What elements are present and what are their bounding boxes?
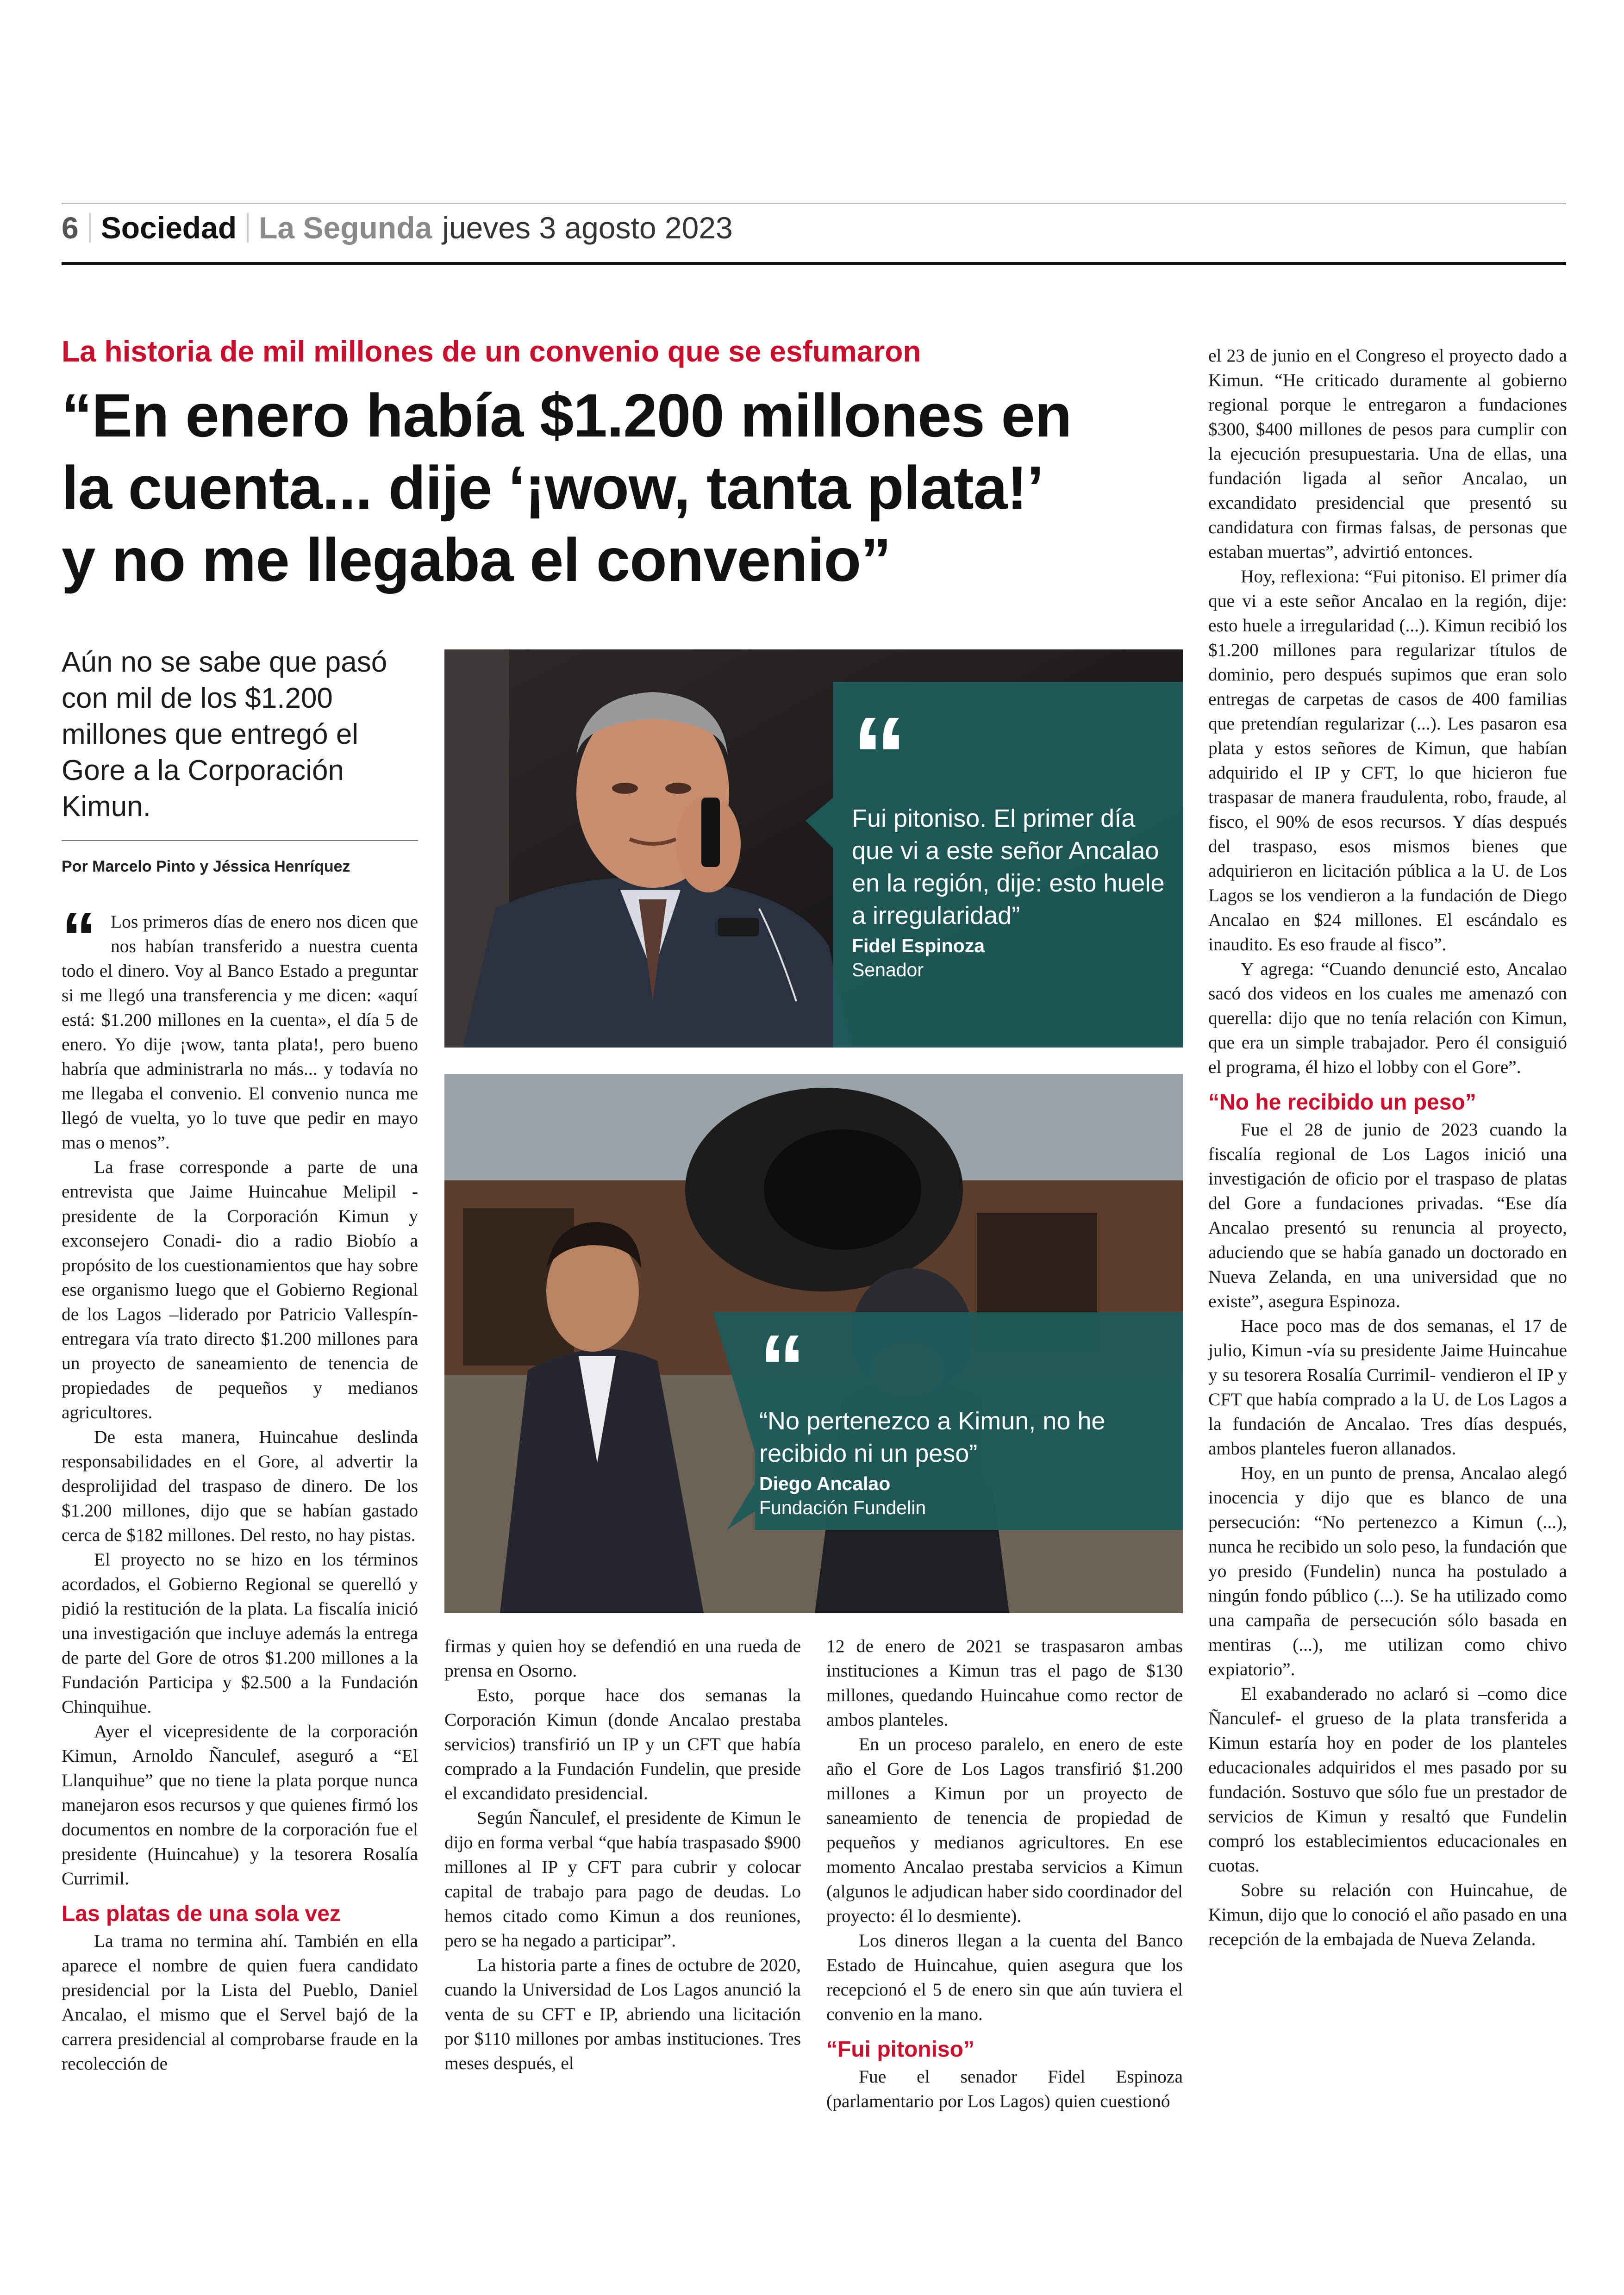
folio-divider [89,213,91,243]
quote-box-1 [806,682,1183,1048]
quote-mark: “ [852,694,907,818]
photo-fidel-espinoza [444,649,1183,1048]
body-paragraph: Los dineros llegan a la cuenta del Banco Estado de Huincahue, quien asegura que los recepcionó el 5 de enero sin que aún tuviera el convenio en la mano. [826,1930,1183,2024]
headline-line: “En enero había $1.200 millones en [62,381,1072,449]
top-rule [62,203,1566,204]
body-paragraph: La trama no termina ahí. También en ella aparece el nombre de quien fuera candidato presidencial por la Lista del Pueblo, Daniel Ancalao, el mismo que el Servel bajó de la carrera presidencial al comprobarse fraude en la recolección de [62,1931,418,2074]
body-paragraph: Y agrega: “Cuando denuncié esto, Ancalao sacó dos videos en los cuales me amenazó con querella: dijo que no tenía relación con Kimun, que era un simple trabajador. Pero él consiguió el programa, él hizo el lobby con el Gore”. [1208,959,1567,1077]
body-paragraph: El exabanderado no aclaró si –como dice Ñanculef- el grueso de la plata transferida a Kimun estaría hoy en poder de los planteles educacionales adquiridos el mes pasado por su fundación. Sostuvo que sólo fue un prestador de servicios de Kimun y resaltó que Fundelin compró los establecimientos educacionales en cuotas. [1208,1684,1567,1876]
quote-box-2 [713,1312,1183,1530]
edition-date: jueves 3 agosto 2023 [442,211,733,245]
pull-quote: “No pertenezco a Kimun, no he recibido ni un peso” [759,1407,1106,1467]
body-paragraph: firmas y quien hoy se defendió en una rueda de prensa en Osorno. [444,1636,801,1681]
body-paragraph: Esto, porque hace dos semanas la Corporación Kimun (donde Ancalao prestaba servicios) transfirió un IP y un CFT que había comprado a la Fundación Fundelin, que preside el excandidato presidencial. [444,1685,801,1803]
quote-attribution-name: Diego Ancalao [759,1473,891,1494]
article-kicker: La historia de mil millones de un convenio que se esfumaron [62,335,921,368]
quote-attribution-name: Fidel Espinoza [852,935,985,956]
headline-line: la cuenta... dije ‘¡wow, tanta plata!’ [62,454,1043,522]
subhead: “No he recibido un peso” [1208,1090,1476,1115]
subhead: Las platas de una sola vez [62,1902,341,1926]
body-paragraph: el 23 de junio en el Congreso el proyecto dado a Kimun. “He criticado duramente al gobierno regional porque le entregaron a fundaciones $300, $400 millones de pesos para cumplir con la ejecución presupuestaria. Una de ellas, una fundación ligada al señor Ancalao, un excandidato presidencial que presentó su candidatura con firmas falsas, de personas que estaban muertas”, advirtió entonces. [1208,345,1567,562]
body-column-1 [62,898,418,2076]
folio-divider [247,213,249,243]
quote-mark: “ [759,1316,806,1419]
body-paragraph: La historia parte a fines de octubre de 2020, cuando la Universidad de Los Lagos anunció la venta de su CFT e IP, abriendo una licitación por $110 millones por ambas instituciones. Tres meses después, el [444,1955,801,2073]
body-paragraph: Hace poco mas de dos semanas, el 17 de julio, Kimun -vía su presidente Jaime Huincahue y su tesorera Rosalía Currimil- vendieron el IP y CFT que había comprado a la U. de Los Lagos a la fundación de Ancalao. Tres días después, ambos planteles fueron allanados. [1208,1316,1567,1459]
article-deck: Aún no se sabe que pasó con mil de los $1.200 millones que entregó el Gore a la Corporación Kimun. [62,646,387,823]
body-paragraph: De esta manera, Huincahue deslinda responsabilidades en el Gore, al advertir la desprolijidad del traspaso de dinero. De los $1.200 millones, dijo que se habían gastado cerca de $182 millones. Del resto, no hay pistas. [62,1427,418,1545]
article-byline: Por Marcelo Pinto y Jéssica Henríquez [62,858,350,875]
body-paragraph: La frase corresponde a parte de una entrevista que Jaime Huincahue Melipil -presidente de la Corporación Kimun y exconsejero Conadi- dio a radio Biobío a propósito de los cuestionamientos que hay sobre ese organismo luego que el Gobierno Regional de los Lagos –liderado por Patricio Vallespín- entregara vía trato directo $1.200 millones para un proyecto de saneamiento de tenencia de propiedades de pequeños y medianos agricultores. [62,1157,418,1422]
deck-rule [62,840,418,841]
body-paragraph: Fue el 28 de junio de 2023 cuando la fiscalía regional de Los Lagos inició una investigación de oficio por el traspaso de platas del Gore a fundaciones privadas. “Ese día Ancalao presentó su renuncia al proyecto, aduciendo que se había ganado un doctorado en Nueva Zelanda, en una universidad que no existe”, asegura Espinoza. [1208,1119,1567,1311]
page-folio [62,209,733,246]
photo-diego-ancalao [444,1074,1183,1613]
body-paragraph: Los primeros días de enero nos dicen que nos habían transferido a nuestra cuenta todo el dinero. Voy al Banco Estado a preguntar si me llegó una transferencia y me dicen: «aquí está: $1.200 millones en la cuenta», el día 5 de enero. Yo dije ¡wow, tanta plata!, pero bueno habría que administrarla no más... y todavía no me llegaba el convenio. El convenio nunca me llegó de vuelta, yo lo tuve que pedir en mayo mas o menos”. [62,911,418,1153]
body-paragraph: Hoy, reflexiona: “Fui pitoniso. El primer día que vi a este señor Ancalao en la región, dije: esto huele a irregularidad (...). Kimun recibió los $1.200 millones para regularizar títulos de dominio, pero después supimos que eran solo entregas de carpetas de casos de 400 familias que pretendían regularizar (...). Les pasaron esa plata y estos señores de Kimun, que habían adquirido el IP y CFT, lo que hicieron fue traspasar de manera fraudulenta, robo, fraude, al fisco, el 90% de esos recursos. Y días después del traspaso, esos mismos bienes que adquirieron en licitación pública a la U. de Los Lagos se los vendieron a la fundación de Diego Ancalao en $24 millones. El escándalo es inaudito. Es eso fraude al fisco”. [1208,566,1567,954]
page-number: 6 [62,211,79,245]
quote-dropcap: “ [62,898,96,976]
body-paragraph: En un proceso paralelo, en enero de este año el Gore de Los Lagos transfirió $1.200 millones a Kimun por un proyecto de saneamiento de tenencia de propiedad de pequeños y medianos agricultores. En ese momento Ancalao prestaba servicios a Kimun (algunos le adjudican haber sido coordinador del proyecto: él lo desmiente). [826,1734,1183,1926]
body-paragraph: Fue el senador Fidel Espinoza (parlamentario por Los Lagos) quien cuestionó [826,2066,1183,2111]
body-paragraph: El proyecto no se hizo en los términos acordados, el Gobierno Regional se querelló y pidió la restitución de la plata. La fiscalía inició una investigación que incluye además la entrega de parte del Gore de otros $1.200 millones a la Fundación Participa y $2.500 a la Fundación Chinquihue. [62,1549,418,1717]
quote-attribution-role: Senador [852,959,924,980]
article-headline [62,380,1191,596]
subhead: “Fui pitoniso” [826,2037,974,2062]
body-paragraph: Ayer el vicepresidente de la corporación Kimun, Arnoldo Ñanculef, aseguró a “El Llanquihue” que no tiene la plata porque nunca manejaron esos recursos y que quienes firmó los documentos en nombre de la corporación fue el presidente (Huincahue) y la tesorera Rosalía Currimil. [62,1721,418,1889]
quote-attribution-role: Fundación Fundelin [759,1497,926,1518]
section-name: Sociedad [100,211,237,245]
newspaper-name: La Segunda [259,211,432,245]
body-paragraph: Hoy, en un punto de prensa, Ancalao alegó inocencia y dijo que es blanco de una persecución: “No pertenezco a Kimun (...), nunca he recibido un solo peso, la fundación que yo presido (Fundelin) nunca ha postulado a ningún fondo público (...). Se ha utilizado como una campaña de persecución sólo basada en mentiras (...), me utilizan como chivo expiatorio”. [1208,1463,1567,1679]
body-column-4 [1208,343,1567,1952]
headline-line: y no me llegaba el convenio” [62,526,891,594]
body-paragraph: Según Ñanculef, el presidente de Kimun le dijo en forma verbal “que había traspasado $900 millones al IP y CFT para cubrir y colocar capital de trabajo para pago de deudas. Lo hemos citado como Kimun a dos reuniones, pero se ha negado a participar”. [444,1808,801,1951]
body-column-3 [826,1634,1183,2114]
body-paragraph: Sobre su relación con Huincahue, de Kimun, dijo que lo conoció el año pasado en una recepción de la embajada de Nueva Zelanda. [1208,1880,1567,1949]
body-column-2 [444,1634,801,2076]
pull-quote: Fui pitoniso. El primer día que vi a este señor Ancalao en la región, dije: esto huele a irregularidad” [852,804,1165,929]
body-paragraph: 12 de enero de 2021 se traspasaron ambas instituciones a Kimun tras el pago de $130 millones, quedando Huincahue como rector de ambos planteles. [826,1636,1183,1730]
header-rule [62,262,1566,265]
